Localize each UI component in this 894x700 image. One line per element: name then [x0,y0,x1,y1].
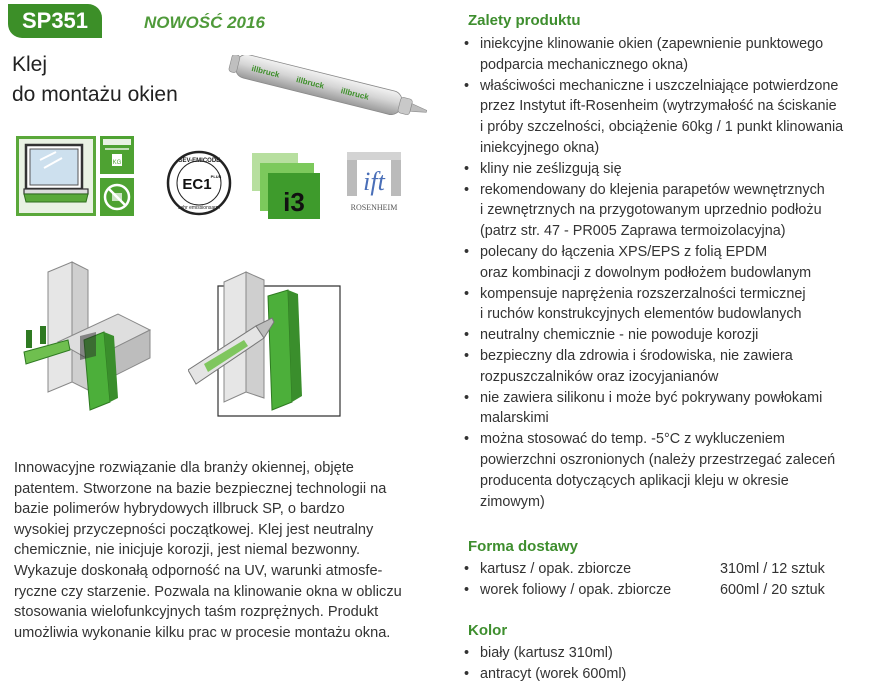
cartridge-brand-text: illbruck [339,86,370,102]
color-title: Kolor [468,622,508,639]
benefit-line: można stosować do temp. -5°C z wykluczeniem [480,431,785,448]
product-code-badge: SP351 [8,4,102,38]
bullet-dot: • [464,665,470,682]
ec1-plus-text: PLUS [210,174,222,179]
delivery-title: Forma dostawy [468,538,579,555]
bullet-dot: • [464,581,470,598]
cartridge-image [224,55,434,115]
delivery-quantity: 310ml / 12 sztuk [720,561,825,577]
delivery-quantity: 600ml / 20 sztuk [720,581,825,598]
delivery-name: kartusz / opak. zbiorcze [480,561,632,577]
color-item [464,664,890,685]
ec1-plus-badge [166,150,232,216]
benefit-line: producenta dotyczących aplikacji kleju w okresie [480,472,789,489]
bullet-dot: • [464,285,470,302]
benefit-line: iniekcyjnego okna) [480,139,600,156]
benefit-line: i ruchów konstrukcyjnych elementów budowlanych [480,306,802,323]
benefit-item [464,388,890,430]
color-item [464,643,890,664]
benefit-line: malarskimi [480,410,549,427]
product-description [14,458,444,643]
bullet-dot: • [464,327,470,344]
benefit-line: bezpieczny dla zdrowia i środowiska, nie zawiera [480,347,793,364]
benefit-line: właściwości mechaniczne i uszczelniające potwierdzone [480,77,839,94]
cartridge-brand-text: illbruck [295,75,326,91]
delivery-table [464,559,890,601]
installation-illustration-cartridge [188,252,348,420]
cartridge-brand-text: illbruck [250,63,281,80]
svg-text:KG: KG [112,160,122,166]
temperature-icon [100,136,134,174]
color-label: antracyt (worek 600ml) [480,665,627,682]
benefit-line: kompensuje naprężenia rozszerzalności termicznej [480,285,806,302]
ift-rosenheim-logo [343,150,405,216]
description-line: ryczne czy starzenie. Pozwala na klinowanie okna w obliczu [14,583,402,600]
description-line: wysokiej przyczepności początkowej. Klej jest neutralny [14,521,374,538]
installation-illustration-wedges [18,252,176,420]
description-line: chemicznie, nie inicjuje korozji, jest niemal bezwonny. [14,542,361,559]
benefit-item [464,284,890,326]
bullet-dot: • [464,243,470,260]
bullet-dot: • [464,160,470,177]
bullet-dot: • [464,77,470,94]
benefits-title: Zalety produktu [468,12,581,29]
product-title [12,50,178,110]
benefit-line: i zewnętrznych na przygotowanym uprzednio podłożu [480,202,822,219]
i3-badge [252,153,322,219]
benefit-line: nie zawiera silikonu i może być pokrywany powłokami [480,389,823,406]
title-line: Klej [12,53,48,76]
benefit-line: zimowym) [480,493,545,510]
benefit-item [464,180,890,242]
description-line: patentem. Stworzone na bazie bezpiecznej technologii na [14,480,387,497]
benefit-line: powierzchni oszronionych (należy przestrzegać zaleceń [480,451,836,468]
description-line: Innowacyjne rozwiązanie dla branży okiennej, objęte [14,460,354,476]
ec1-main-text: EC1 [182,176,212,193]
benefit-line: rozpuszczalników oraz izocyjanianów [480,368,719,385]
ift-bottom-text: ROSENHEIM [350,203,398,212]
title-line: do montażu okien [12,83,178,106]
description-line: bazie polimerów hybrydowych illbruck SP, o bardzo [14,501,345,518]
benefit-line: (patrz str. 47 - PR005 Zaprawa termoizolacyjna) [480,223,786,240]
benefit-item [464,325,890,346]
description-line: umożliwia wykonanie kilku prac w procesie montażu okna. [14,624,391,641]
bullet-dot: • [464,389,470,406]
bullet-dot: • [464,561,470,577]
i3-text: i3 [283,187,305,217]
benefit-item [464,429,890,512]
benefit-item [464,159,890,180]
new-2016-label: NOWOŚĆ 2016 [144,13,265,32]
ift-text: ift [363,167,385,196]
description-line: stosowania wielofunkcyjnych taśm rozprężnych. Produkt [14,604,379,621]
bullet-dot: • [464,645,470,661]
benefits-list [464,34,890,512]
benefit-item [464,242,890,284]
color-label: biały (kartusz 310ml) [480,645,613,661]
ec1-top-text: GEV-EMICODE [177,158,221,164]
ec1-bottom-text: sehr emissionsarm [178,205,220,211]
usage-icons [100,136,134,216]
benefit-line: rekomendowany do klejenia parapetów wewnętrznych [480,181,825,198]
delivery-row [464,559,890,580]
benefit-line: neutralny chemicznie - nie powoduje korozji [480,327,759,344]
delivery-row [464,580,890,601]
benefit-line: przez Instytut ift-Rosenheim (wytrzymałość na ściskanie [480,98,837,115]
benefit-line: i próby szczelności, obciążenie 60kg / 1 punkt klinowania [480,119,844,136]
description-line: Wykazuje doskonałą odporność na UV, warunki atmosfe- [14,562,383,579]
benefit-line: oraz kombinacji z dowolnym podłożem budowlanym [480,264,812,281]
benefit-line: kliny nie ześlizgują się [480,160,622,177]
bullet-dot: • [464,181,470,198]
benefit-item [464,34,890,76]
benefit-item [464,346,890,388]
window-application-icon [16,136,96,216]
benefit-line: iniekcyjne klinowanie okien (zapewnienie punktowego [480,36,824,52]
bullet-dot: • [464,347,470,364]
benefit-item [464,76,890,159]
benefit-line: polecany do łączenia XPS/EPS z folią EPDM [480,243,768,260]
delivery-name: worek foliowy / opak. zbiorcze [480,581,672,598]
bullet-dot: • [464,431,470,448]
bullet-dot: • [464,36,470,52]
color-list [464,643,890,685]
benefit-line: podparcia mechanicznego okna) [480,56,688,73]
no-silicone-icon [100,178,134,216]
